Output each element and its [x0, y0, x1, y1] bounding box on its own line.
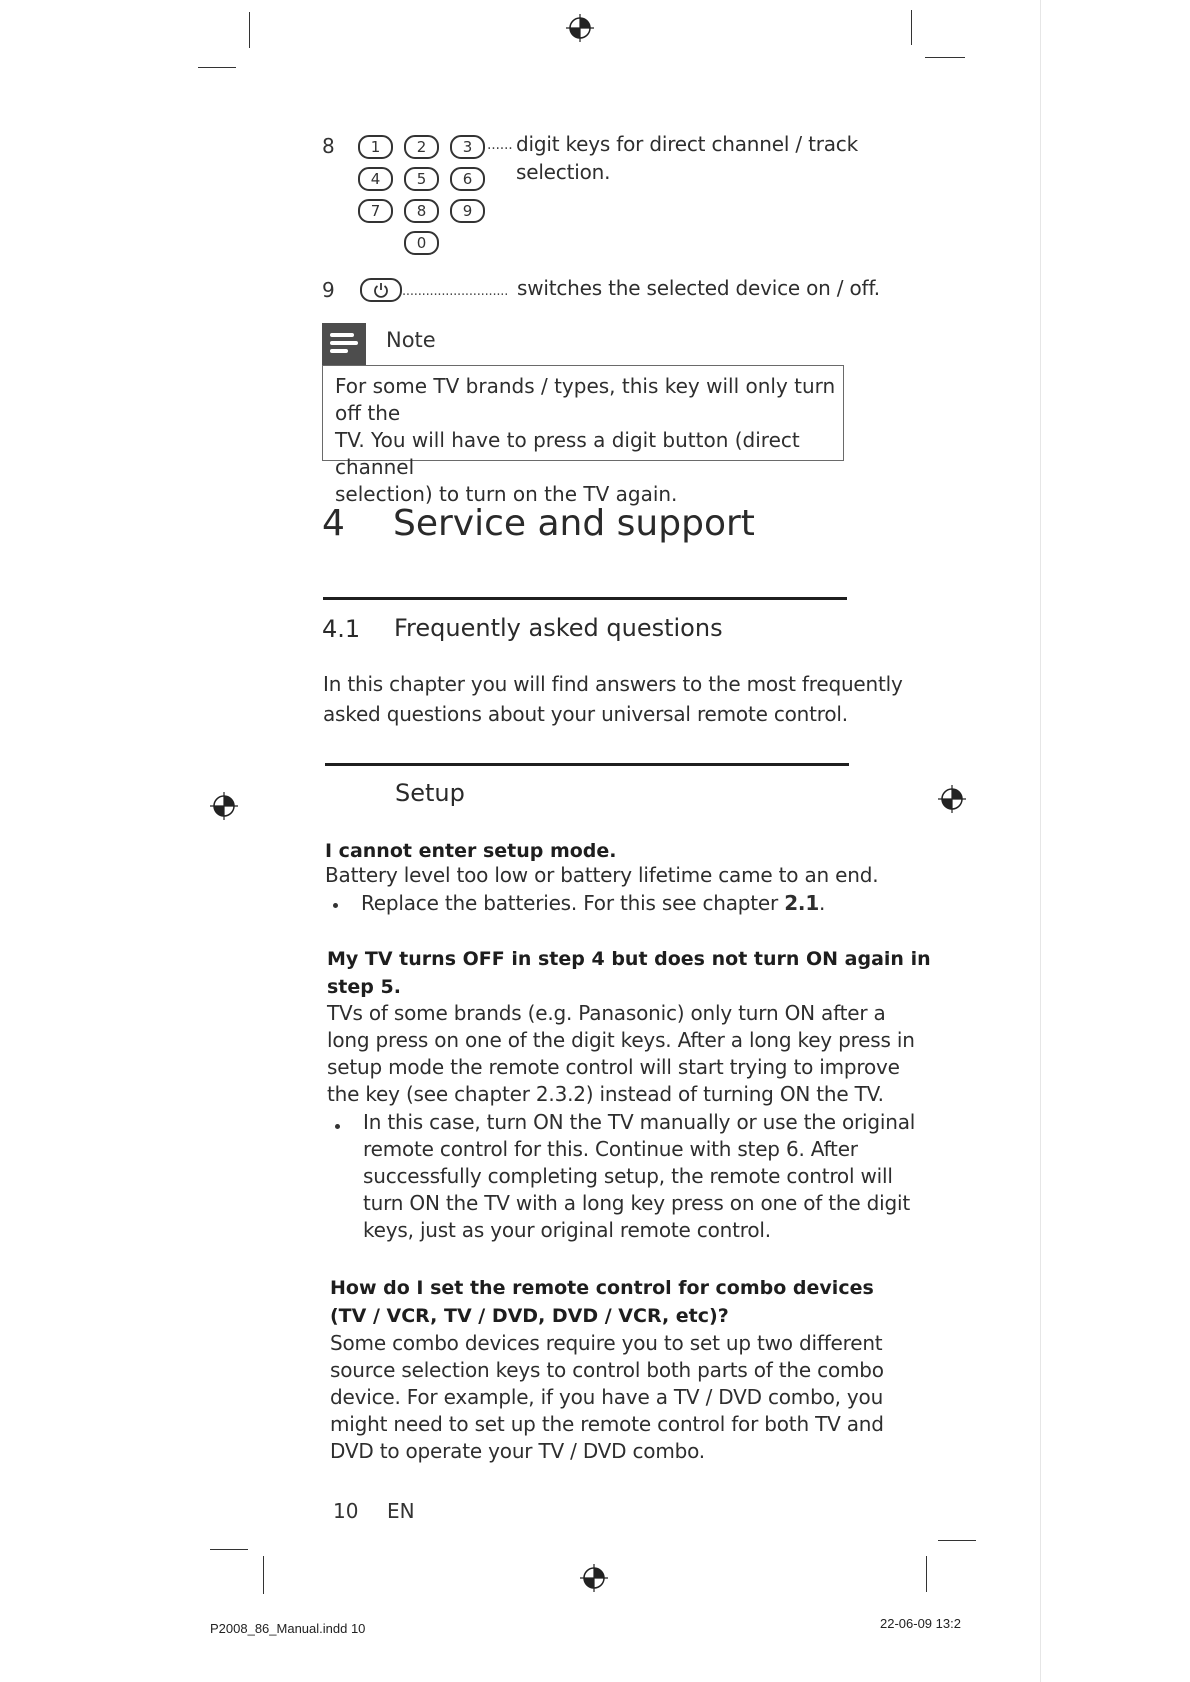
page-edge-line	[1040, 0, 1041, 1682]
registration-mark-icon	[938, 785, 966, 813]
digit-key-0: 0	[404, 231, 439, 255]
faq-question: How do I set the remote control for combo devices	[330, 1277, 874, 1299]
note-box	[322, 365, 844, 506]
note-line: TV. You will have to press a digit button (direct channel	[335, 428, 800, 479]
faq-answer: Battery level too low or battery lifetime came to an end.	[325, 863, 879, 887]
faq-answer-line: Some combo devices require you to set up two different	[330, 1331, 883, 1355]
crop-mark-bottom-left-v	[263, 1556, 264, 1594]
section-number: 4.1	[322, 615, 361, 643]
keypad-description-cont: selection.	[516, 160, 611, 184]
faq-question: I cannot enter setup mode.	[325, 840, 617, 862]
digit-key-8: 8	[404, 199, 439, 223]
faq-question: (TV / VCR, TV / DVD, DVD / VCR, etc)?	[330, 1305, 729, 1327]
item-number-9: 9	[322, 278, 335, 302]
page-number: 10	[333, 1499, 359, 1523]
section-intro-line: asked questions about your universal remote control.	[323, 702, 848, 726]
faq-answer-line: TVs of some brands (e.g. Panasonic) only turn ON after a	[327, 1001, 886, 1025]
registration-mark-icon	[210, 792, 238, 820]
digit-key-4: 4	[358, 167, 393, 191]
digit-key-9: 9	[450, 199, 485, 223]
digit-key-1: 1	[358, 135, 393, 159]
crop-mark-bottom-right-h	[938, 1540, 976, 1541]
chapter-title: Service and support	[393, 503, 755, 544]
digit-key-5: 5	[404, 167, 439, 191]
faq-answer-line: the key (see chapter 2.3.2) instead of turning ON the TV.	[327, 1082, 884, 1106]
print-datetime: 22-06-09 13:2	[880, 1616, 961, 1631]
faq-bullet-line: turn ON the TV with a long key press on one of the digit	[363, 1191, 910, 1215]
section-rule	[323, 597, 847, 600]
faq-question: My TV turns OFF in step 4 but does not turn ON again in	[327, 948, 931, 970]
faq-answer-line: might need to set up the remote control for both TV and	[330, 1412, 884, 1436]
faq-answer-line: DVD to operate your TV / DVD combo.	[330, 1439, 705, 1463]
crop-mark-bottom-left-h	[210, 1549, 248, 1550]
item-number-8: 8	[322, 134, 335, 158]
registration-mark-icon	[566, 14, 594, 42]
digit-key-2: 2	[404, 135, 439, 159]
bullet-dot	[335, 1124, 340, 1129]
setup-heading: Setup	[395, 779, 465, 807]
crop-mark-top-right-h	[925, 57, 965, 58]
faq-bullet-line: successfully completing setup, the remote control will	[363, 1164, 893, 1188]
faq-bullet-line: In this case, turn ON the TV manually or use the original	[363, 1110, 916, 1134]
note-line: For some TV brands / types, this key will only turn off the	[335, 374, 836, 425]
note-label: Note	[386, 328, 436, 352]
section-title: Frequently asked questions	[394, 614, 723, 642]
digit-key-6: 6	[450, 167, 485, 191]
keypad-description: digit keys for direct channel / track	[516, 132, 858, 156]
faq-bullet-line: keys, just as your original remote control.	[363, 1218, 771, 1242]
faq-answer-line: long press on one of the digit keys. After a long key press in	[327, 1028, 915, 1052]
digit-key-3: 3	[450, 135, 485, 159]
print-filename: P2008_86_Manual.indd 10	[210, 1621, 366, 1636]
setup-rule	[325, 763, 849, 766]
note-line: selection) to turn on the TV again.	[335, 482, 678, 506]
digit-key-7: 7	[358, 199, 393, 223]
faq-answer-line: source selection keys to control both parts of the combo	[330, 1358, 884, 1382]
bullet-dot	[333, 903, 338, 908]
crop-mark-bottom-right-v	[926, 1556, 927, 1592]
leader-dots: ...........................	[402, 284, 509, 299]
crop-mark-top-left-h	[198, 67, 236, 68]
faq-question: step 5.	[327, 976, 401, 998]
note-icon	[322, 323, 366, 365]
faq-bullet: Replace the batteries. For this see chapter 2.1.	[361, 891, 826, 915]
leader-dots: ......	[487, 137, 513, 153]
faq-answer-line: device. For example, if you have a TV / DVD combo, you	[330, 1385, 884, 1409]
power-icon	[371, 281, 391, 299]
crop-mark-top-left-v	[249, 12, 250, 48]
faq-bullet-line: remote control for this. Continue with step 6. After	[363, 1137, 858, 1161]
section-intro-line: In this chapter you will find answers to the most frequently	[323, 672, 903, 696]
crop-mark-top-right-v	[911, 10, 912, 45]
chapter-number: 4	[322, 503, 345, 544]
power-key	[360, 278, 402, 302]
page-language: EN	[387, 1499, 415, 1523]
registration-mark-icon	[580, 1564, 608, 1592]
power-description: switches the selected device on / off.	[517, 276, 880, 300]
faq-answer-line: setup mode the remote control will start trying to improve	[327, 1055, 900, 1079]
